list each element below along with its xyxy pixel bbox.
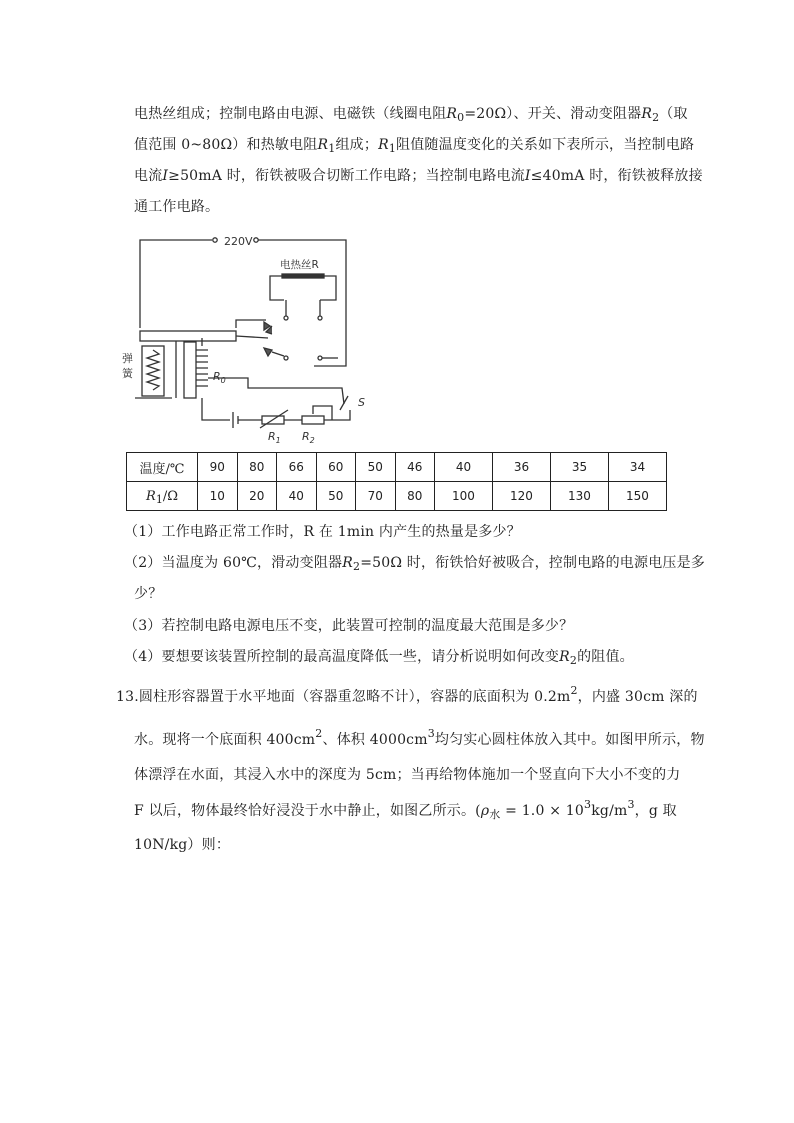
table-cell: 66: [277, 453, 317, 482]
problem-text: 体漂浮在水面，其浸入水中的深度为 5cm；当再给物体施加一个竖直向下大小不变的力: [134, 767, 681, 783]
intro-text: ≤40mA 时，衔铁被释放接: [530, 168, 703, 184]
voltage-label: 220V: [224, 235, 253, 248]
r2-resistor: [302, 416, 324, 424]
terminal-left: [213, 238, 217, 242]
switch-label: S: [358, 396, 365, 409]
intro-text: ≥50mA 时，衔铁被吸合切断工作电路；当控制电路电流: [168, 168, 525, 184]
slider: [313, 406, 332, 420]
question-text: =50Ω 时，衔铁恰好被吸合，控制电路的电源电压是多: [360, 555, 705, 571]
spring-label: 簧: [122, 367, 133, 380]
intro-text: 值范围 0~80Ω）和热敏电阻: [134, 137, 318, 153]
table-cell: 130: [550, 482, 608, 511]
intro-text: 阻值随温度变化的关系如下表所示，当控制电路: [396, 137, 695, 153]
wire-coil-switch: [208, 378, 344, 404]
intro-line-2: [134, 134, 694, 154]
intro-text: =20Ω）、开关、滑动变阻器: [464, 106, 642, 122]
question-text: （1）工作电路正常工作时，R 在 1min 内产生的热量是多少？: [124, 524, 521, 540]
table-cell: 80: [395, 482, 435, 511]
intro-text: 电流: [134, 168, 163, 184]
table-cell: 46: [395, 453, 435, 482]
question-4: [124, 646, 634, 666]
table-cell: 35: [550, 453, 608, 482]
table-cell: 50: [356, 453, 396, 482]
wire: [272, 352, 284, 356]
table-cell: 150: [608, 482, 666, 511]
problem-text: 、体积 4000cm: [322, 732, 428, 748]
r1-label: $R_1$: [268, 430, 281, 445]
problem-text: ，g 取: [634, 803, 677, 819]
table-cell: 50: [316, 482, 356, 511]
intro-text: （取: [659, 106, 688, 122]
symbol-r1: R: [146, 488, 156, 504]
circuit-diagram: [120, 228, 382, 446]
superscript: 3: [627, 798, 635, 811]
problem-text: 均匀实心圆柱体放入其中。如图甲所示，物: [434, 732, 705, 748]
symbol-sub: 0: [457, 111, 465, 124]
symbol-r2: R: [559, 649, 570, 665]
wire-heater-left: [270, 276, 284, 300]
heater-element: [282, 274, 324, 278]
wire-heater-right: [320, 276, 336, 300]
symbol-current: I: [524, 168, 531, 184]
spring-box: [142, 346, 164, 396]
problem-text: 13.圆柱形容器置于水平地面（容器重忽略不计），容器的底面积为 0.2m: [116, 689, 571, 705]
r2-label: $R_2$: [302, 430, 315, 445]
r0-label: $R_0$: [213, 370, 226, 385]
intro-text: 组成；: [335, 137, 379, 153]
problem-13-line-2: [134, 729, 705, 749]
symbol-sub: 1: [328, 142, 336, 155]
contact: [318, 356, 322, 360]
question-text: （3）若控制电路电源电压不变，此装置可控制的温度最大范围是多少？: [124, 618, 574, 634]
intro-line-3: [134, 165, 703, 185]
problem-text: 10N/kg）则：: [134, 837, 231, 853]
wire-lever: [236, 336, 268, 338]
wire: [324, 410, 350, 420]
heater-label: 电热丝R: [280, 259, 319, 271]
intro-line-4: [134, 196, 219, 216]
table-header: 温度/℃: [127, 453, 198, 482]
switch-blade: [340, 396, 348, 410]
question-text: （4）要想要该装置所控制的最高温度降低一些，请分析说明如何改变: [124, 649, 560, 665]
unit: /Ω: [162, 488, 178, 504]
wire-armature: [236, 320, 266, 328]
table-cell: 80: [237, 453, 277, 482]
symbol-r1: R: [378, 137, 389, 153]
intro-line-1: [134, 103, 688, 123]
question-text: 的阻值。: [577, 649, 634, 665]
table-cell: 36: [492, 453, 550, 482]
armature-contact: [264, 322, 272, 334]
question-text: 少？: [134, 586, 163, 602]
superscript: 2: [570, 684, 578, 697]
superscript: 2: [315, 727, 323, 740]
intro-text: 电热丝组成；控制电路由电源、电磁铁（线圈电阻: [134, 106, 447, 122]
wire-top: [140, 240, 212, 328]
table-cell: 90: [198, 453, 238, 482]
question-2-cont: [134, 583, 162, 603]
symbol-sub: 2: [652, 111, 660, 124]
problem-13-line-4: [134, 800, 677, 820]
symbol-r2: R: [641, 106, 653, 122]
symbol-r0: R: [446, 106, 458, 122]
problem-text: = 1.0 × 10: [500, 803, 585, 819]
contact: [318, 316, 322, 320]
table-cell: 100: [435, 482, 493, 511]
table-cell: 34: [608, 453, 666, 482]
table-row-resistance: [127, 482, 667, 511]
symbol-sub: 1: [388, 142, 397, 155]
question-3: [124, 615, 573, 635]
table-cell: 120: [492, 482, 550, 511]
superscript: 3: [584, 798, 592, 811]
problem-text: 水。现将一个底面积 400cm: [134, 732, 316, 748]
question-1: [124, 521, 521, 541]
problem-13-line-3: [134, 764, 680, 784]
table-cell: 70: [356, 482, 396, 511]
table-cell: 40: [277, 482, 317, 511]
symbol-sub: 2: [352, 560, 361, 573]
symbol-r1: R: [317, 137, 329, 153]
terminal-right: [254, 238, 258, 242]
wire-bottom: [202, 398, 230, 420]
armature-contact: [264, 348, 272, 356]
problem-text: F 以后，物体最终恰好浸没于水中静止，如图乙所示。(: [134, 803, 481, 819]
table-cell: 20: [237, 482, 277, 511]
symbol-rho: ρ: [480, 803, 490, 819]
symbol-r2: R: [342, 555, 353, 571]
resistance-table: [126, 452, 667, 511]
spring-label: 弹: [122, 352, 133, 365]
symbol-current: I: [162, 168, 169, 184]
coil: [196, 350, 208, 386]
table-cell: 40: [435, 453, 493, 482]
table-cell: 60: [316, 453, 356, 482]
table-cell: 10: [198, 482, 238, 511]
table-header: [127, 482, 198, 511]
contact: [284, 356, 288, 360]
intro-text: 通工作电路。: [134, 199, 220, 215]
problem-text: ，内盛 30cm 深的: [577, 689, 698, 705]
question-2: [124, 552, 705, 572]
problem-13-line-5: [134, 834, 230, 854]
contact: [284, 316, 288, 320]
lever-bar: [140, 331, 236, 341]
symbol-sub: 1: [155, 492, 163, 506]
electromagnet-core: [184, 342, 196, 398]
superscript: 3: [427, 727, 435, 740]
question-text: （2）当温度为 60℃，滑动变阻器: [124, 555, 343, 571]
problem-text: kg/m: [591, 803, 628, 819]
problem-13-line-1: [116, 686, 698, 706]
spring-coil: [147, 350, 159, 390]
symbol-sub: 2: [569, 654, 578, 667]
table-row-temperature: [127, 453, 667, 482]
symbol-sub: 水: [489, 808, 501, 821]
